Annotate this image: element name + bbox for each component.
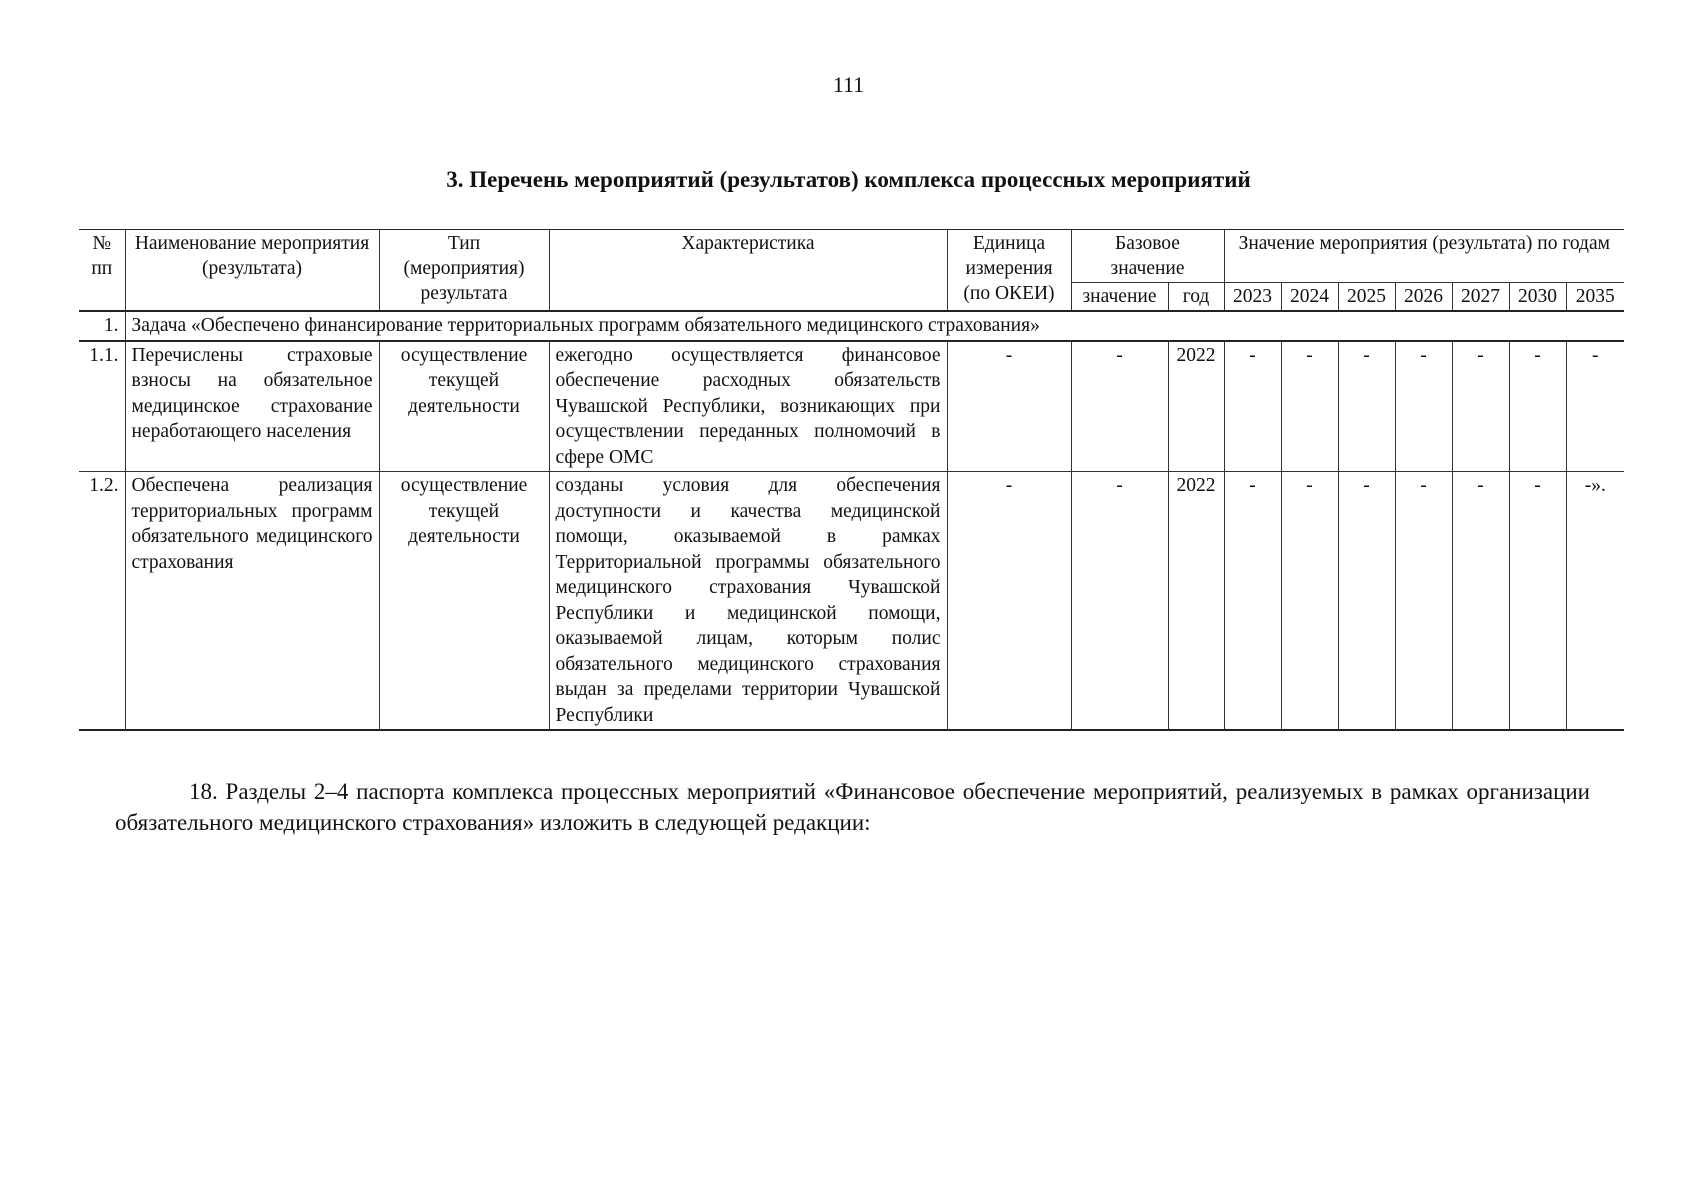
row-base-year: 2022 — [1168, 341, 1224, 472]
row-value: - — [1338, 472, 1395, 731]
header-year: 2030 — [1509, 283, 1566, 312]
task-num: 1. — [79, 311, 125, 341]
task-row — [79, 311, 1624, 341]
header-base: Базовое значение — [1071, 230, 1224, 283]
header-year: 2027 — [1452, 283, 1509, 312]
row-num: 1.1. — [79, 341, 125, 472]
row-value: - — [1281, 341, 1338, 472]
row-type: осуществление текущей деятельности — [379, 341, 549, 472]
header-base-year: год — [1168, 283, 1224, 312]
header-name: Наименование мероприятия (результата) — [125, 230, 379, 312]
header-year: 2023 — [1224, 283, 1281, 312]
row-value: - — [1224, 472, 1281, 731]
row-characteristic: созданы условия для обеспечения доступности и качества медицинской помощи, оказываемой в рамках Территориальной программы обязательного медицинского страхования Чувашской Республики и медицинской помощи, оказываемой лицам, которым полис обязательного медицинского страхования выдан за пределами территории Чувашской Республики — [549, 472, 947, 731]
row-value: - — [1395, 472, 1452, 731]
header-year: 2025 — [1338, 283, 1395, 312]
row-value: - — [1395, 341, 1452, 472]
header-year: 2024 — [1281, 283, 1338, 312]
row-type: осуществление текущей деятельности — [379, 472, 549, 731]
row-value: - — [1338, 341, 1395, 472]
row-value: - — [1452, 472, 1509, 731]
row-value: - — [1452, 341, 1509, 472]
header-unit: Единица измерения (по ОКЕИ) — [947, 230, 1071, 312]
table-row — [79, 341, 1624, 472]
row-value: - — [1509, 341, 1566, 472]
amendment-paragraph: 18. Разделы 2–4 паспорта комплекса процессных мероприятий «Финансовое обеспечение мероприятий, реализуемых в рамках организации обязательного медицинского страхования» изложить в следующей редакции: — [115, 779, 1590, 835]
row-num: 1.2. — [79, 472, 125, 731]
row-base-year: 2022 — [1168, 472, 1224, 731]
row-value: - — [1224, 341, 1281, 472]
table-row — [79, 472, 1624, 731]
header-type: Тип (мероприятия) результата — [379, 230, 549, 312]
row-value: -». — [1566, 472, 1624, 731]
task-text: Задача «Обеспечено финансирование территориальных программ обязательного медицинского страхования» — [125, 311, 1624, 341]
row-name: Обеспечена реализация территориальных программ обязательного медицинского страхования — [125, 472, 379, 731]
row-characteristic: ежегодно осуществляется финансовое обеспечение расходных обязательств Чувашской Республики, возникающих при осуществлении переданных полномочий в сфере ОМС — [549, 341, 947, 472]
row-value: - — [1566, 341, 1624, 472]
section-title: 3. Перечень мероприятий (результатов) комплекса процессных мероприятий — [446, 167, 1251, 192]
header-base-value: значение — [1071, 283, 1168, 312]
header-year: 2035 — [1566, 283, 1624, 312]
page-number: 111 — [832, 72, 865, 97]
header-characteristic: Характеристика — [549, 230, 947, 312]
row-unit: - — [947, 472, 1071, 731]
measures-table — [79, 229, 1624, 731]
row-base-value: - — [1071, 472, 1168, 731]
header-num: № пп — [79, 230, 125, 312]
header-values: Значение мероприятия (результата) по годам — [1224, 230, 1624, 283]
header-year: 2026 — [1395, 283, 1452, 312]
row-base-value: - — [1071, 341, 1168, 472]
row-unit: - — [947, 341, 1071, 472]
row-value: - — [1281, 472, 1338, 731]
row-name: Перечислены страховые взносы на обязательное медицинское страхование неработающего населения — [125, 341, 379, 472]
row-value: - — [1509, 472, 1566, 731]
